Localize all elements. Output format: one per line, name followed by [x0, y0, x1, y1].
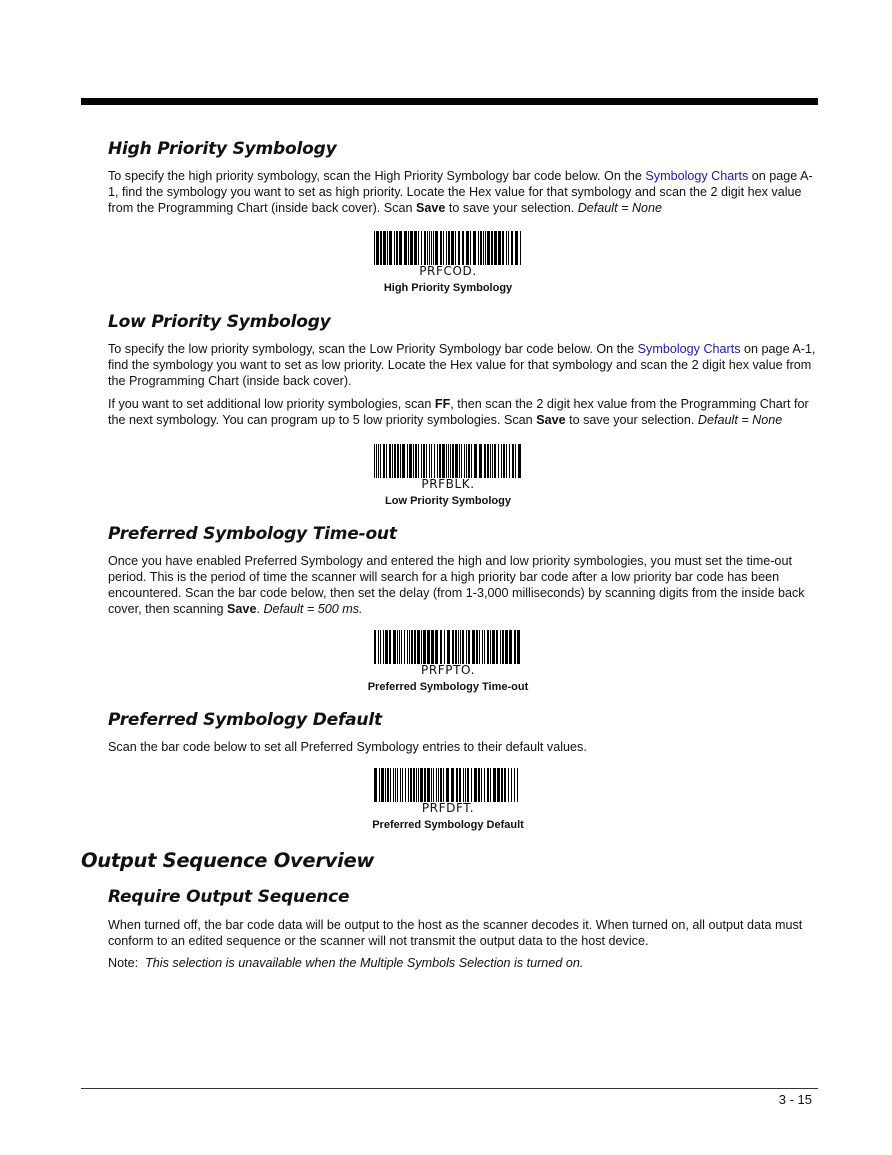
barcode-image	[374, 630, 522, 664]
top-rule	[81, 98, 818, 105]
symbology-charts-link[interactable]: Symbology Charts	[645, 169, 749, 183]
note	[108, 955, 816, 971]
barcode-caption: Low Priority Symbology	[385, 495, 511, 507]
barcode-caption: Preferred Symbology Default	[372, 819, 524, 831]
barcode-timeout[interactable]	[340, 630, 556, 694]
note-text: This selection is unavailable when the Multiple Symbols Selection is turned on.	[145, 956, 584, 970]
paragraph-low-priority-2: If you want to set additional low priority symbologies, scan FF, then scan the 2 digit hex value from the Programming Chart for the next symbology. You can program up to 5 low priority symbologies. Scan Save to save your selection. Default = None	[108, 397, 809, 427]
barcode-text: PRFCOD.	[419, 264, 477, 278]
barcode-low-priority[interactable]	[340, 444, 556, 508]
heading-require-output-sequence: Require Output Sequence	[108, 887, 350, 907]
paragraph-low-priority-1: To specify the low priority symbology, scan the Low Priority Symbology bar code below. On the Symbology Charts on page A-1, find the symbology you want to set as low priority. Locate the Hex value for that symbology and scan the 2 digit hex value from the Programming Chart (inside back cover).	[108, 342, 816, 388]
barcode-default[interactable]	[340, 768, 556, 832]
barcode-text: PRFBLK.	[421, 477, 475, 491]
footer-rule	[81, 1088, 818, 1089]
heading-timeout: Preferred Symbology Time-out	[108, 524, 397, 544]
barcode-caption: Preferred Symbology Time-out	[367, 681, 529, 693]
heading-default: Preferred Symbology Default	[108, 710, 382, 730]
barcode-text: PRFPTO.	[420, 663, 476, 677]
chapter-heading-output-sequence: Output Sequence Overview	[81, 849, 375, 872]
barcode-image	[374, 231, 522, 265]
heading-high-priority: High Priority Symbology	[108, 139, 337, 159]
barcode-high-priority[interactable]	[340, 231, 556, 295]
heading-low-priority: Low Priority Symbology	[108, 312, 331, 332]
barcode-image	[374, 768, 522, 802]
symbology-charts-link[interactable]: Symbology Charts	[637, 342, 741, 356]
paragraph-default: Scan the bar code below to set all Preferred Symbology entries to their default values.	[108, 740, 587, 754]
paragraph-output-sequence: When turned off, the bar code data will be output to the host as the scanner decodes it. When turned on, all output data must conform to an edited sequence or the scanner will not transmit the output data to the host device.	[108, 918, 803, 948]
paragraph-high-priority: To specify the high priority symbology, scan the High Priority Symbology bar code below. On the Symbology Charts on page A-1, find the symbology you want to set as high priority. Locate the Hex value for that symbology and scan the 2 digit hex value from the Programming Chart (inside back cover). Scan Save to save your selection. Default = None	[108, 169, 813, 215]
barcode-caption: High Priority Symbology	[383, 282, 513, 294]
page-number: 3 - 15	[778, 1092, 812, 1107]
note-label: Note:	[108, 956, 139, 970]
barcode-image	[374, 444, 522, 478]
barcode-text: PRFDFT.	[421, 801, 475, 815]
paragraph-timeout: Once you have enabled Preferred Symbology and entered the high and low priority symbologies, you must set the time-out period. This is the period of time the scanner will search for a high priority bar code after a low priority bar code has been encountered. Scan the bar code below, then set the delay (from 1-3,000 milliseconds) by scanning digits from the inside back cover, then scanning Save. Default = 500 ms.	[108, 554, 805, 616]
